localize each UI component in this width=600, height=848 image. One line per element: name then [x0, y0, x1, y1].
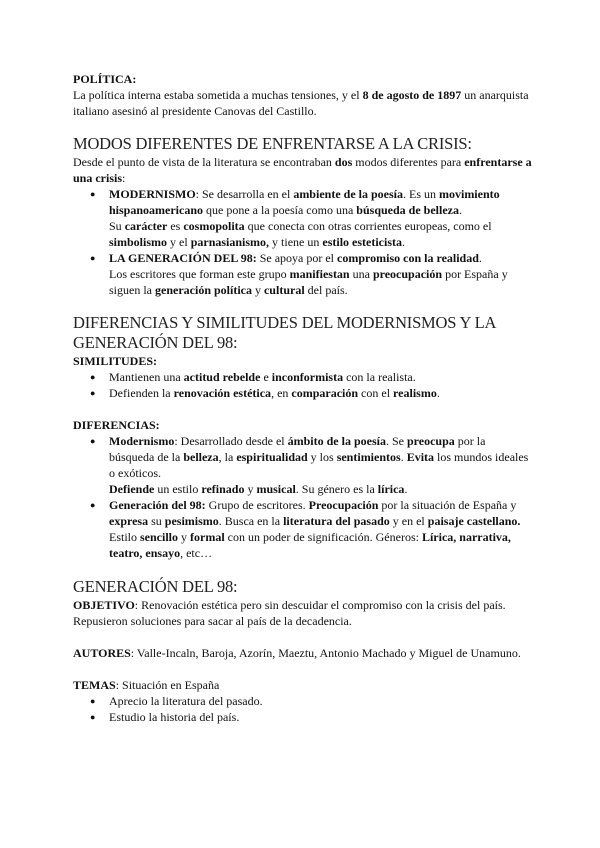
bold: simbolismo [109, 235, 168, 249]
bold: AUTORES [73, 646, 131, 660]
bold: MODERNISMO [109, 187, 196, 201]
text: , la [218, 450, 237, 464]
text: por España y siguen la [109, 267, 508, 297]
bold: sencillo [140, 530, 179, 544]
text: y tiene un [269, 235, 323, 249]
modos-title: MODOS DIFERENTES DE ENFRENTARSE A LA CRISIS: [73, 134, 472, 153]
text: : Situación en España [115, 678, 220, 692]
text: . [458, 203, 462, 217]
text: y en el [389, 514, 428, 528]
bold: lírica [377, 482, 405, 496]
text: que pone a la poesía como una [203, 203, 357, 217]
text: Defienden la [109, 386, 174, 400]
bold: inconformista [271, 370, 344, 384]
bold: parnasianismo, [190, 235, 270, 249]
bold: manifiestan [289, 267, 350, 281]
text: Los escritores que forman este grupo [109, 267, 290, 281]
list-item: ● Aprecio la literatura del pasado. [109, 693, 533, 709]
list-item-generacion [109, 250, 533, 298]
diferencias-list [73, 433, 533, 561]
text: : Desarrollado desde el [174, 434, 288, 448]
text: Su [109, 219, 125, 233]
bold: expresa [109, 514, 149, 528]
text: . Se [385, 434, 407, 448]
bold: actitud rebelde [183, 370, 261, 384]
bold: movimiento hispanoamericano [109, 187, 500, 217]
bold: refinado [201, 482, 245, 496]
bold: renovación estética [173, 386, 272, 400]
text: por la búsqueda de la [109, 434, 486, 464]
bold: Lírica, narrativa, teatro, ensayo [109, 530, 511, 560]
bold: ambiente de la poesía [293, 187, 403, 201]
text: y [251, 283, 264, 297]
bold: compromiso con la realidad [337, 251, 479, 265]
politica-heading: POLÍTICA: [73, 72, 137, 86]
bold: generación política [155, 283, 252, 297]
bold: LA GENERACIÓN DEL 98: [109, 251, 257, 265]
bold: carácter [124, 219, 168, 233]
text: y los [307, 450, 337, 464]
list-item-modernismo [109, 186, 533, 250]
text: por la situación de España y [378, 498, 517, 512]
date-bold: 8 de agosto de 1897 [362, 88, 462, 102]
text: : Renovación estética pero sin descuidar el compromiso con la crisis del país. Repusieron soluciones para sacar al país de la decadencia. [73, 598, 506, 628]
text: y [244, 482, 257, 496]
objetivo-paragraph [73, 597, 533, 629]
bold: TEMAS [73, 678, 116, 692]
text: una [349, 267, 373, 281]
generacion98-title: GENERACIÓN DEL 98: [73, 577, 238, 596]
bold: OBJETIVO [73, 598, 135, 612]
text: . [436, 386, 440, 400]
text: un estilo [154, 482, 202, 496]
bold: preocupa [406, 434, 455, 448]
text: del país. [304, 283, 348, 297]
bold: Generación del 98: [109, 498, 206, 512]
bold: preocupación [372, 267, 443, 281]
diferencias-title: DIFERENCIAS Y SIMILITUDES DEL MODERNISMOS Y LA GENERACIÓN DEL 98: [73, 313, 496, 352]
text: es [167, 219, 184, 233]
text: y [178, 530, 191, 544]
bold: comparación [291, 386, 359, 400]
bold: realismo [393, 386, 437, 400]
text: . Su género es la [295, 482, 378, 496]
text: con el [358, 386, 394, 400]
bold: paisaje castellano. [427, 514, 521, 528]
text: los mundos ideales o exóticos. [109, 450, 529, 480]
text: Estilo [109, 530, 141, 544]
text: : [122, 171, 126, 185]
text: y el [167, 235, 191, 249]
temas-paragraph [73, 677, 533, 693]
text: su [148, 514, 165, 528]
text: Mantienen una [109, 370, 184, 384]
text: , en [271, 386, 292, 400]
text: . Es un [402, 187, 439, 201]
bold: Evita [406, 450, 435, 464]
bold: enfrentarse a una crisis [73, 155, 532, 185]
text: . [402, 235, 406, 249]
bold: musical [256, 482, 296, 496]
text: con la realista. [343, 370, 416, 384]
similitudes-heading: SIMILITUDES: [73, 354, 158, 368]
list-item [109, 369, 533, 385]
document-page [73, 71, 533, 725]
bold: Preocupación [308, 498, 379, 512]
text: . Busca en la [218, 514, 284, 528]
bold: Defiende [109, 482, 155, 496]
bold: Modernismo [109, 434, 175, 448]
modos-list [73, 186, 533, 298]
text: e [260, 370, 272, 384]
bold: espiritualidad [236, 450, 308, 464]
text: . [404, 482, 408, 496]
bold: estilo esteticista [322, 235, 403, 249]
bold: formal [190, 530, 225, 544]
text: . [400, 450, 407, 464]
bold: ámbito de la poesía [287, 434, 386, 448]
text: Desde el punto de vista de la literatura se encontraban [73, 155, 335, 169]
text: Se apoya por el [256, 251, 338, 265]
text: que conecta con otras corrientes europeas, como el [244, 219, 492, 233]
text: con un poder de significación. Géneros: [224, 530, 422, 544]
text: un anarquista italiano asesinó al presidente Canovas del Castillo. [73, 88, 529, 118]
modos-intro [73, 154, 533, 186]
text: : Valle-Incaln, Baroja, Azorín, Maeztu, Antonio Machado y Miguel de Unamuno. [130, 646, 521, 660]
list-item-modernismo-dif [109, 433, 533, 497]
text: , etc… [180, 546, 213, 560]
similitudes-list [73, 369, 533, 401]
diferencias-heading: DIFERENCIAS: [73, 418, 160, 432]
text: Grupo de escritores. [205, 498, 309, 512]
text: . [478, 251, 482, 265]
bold: pesimismo [164, 514, 219, 528]
bold: sentimientos [336, 450, 401, 464]
text: La política interna estaba sometida a muchas tensiones, y el [73, 88, 363, 102]
bold: cultural [263, 283, 305, 297]
bold: dos [334, 155, 353, 169]
autores-paragraph [73, 645, 533, 661]
list-item-generacion-dif [109, 497, 533, 561]
text: : Se desarrolla en el [195, 187, 294, 201]
bold: belleza [183, 450, 219, 464]
temas-list [73, 693, 533, 725]
politica-paragraph [73, 87, 533, 119]
bold: búsqueda de belleza [356, 203, 459, 217]
list-item [109, 385, 533, 401]
bold: cosmopolita [183, 219, 245, 233]
list-item: ● Estudio la historia del país. [109, 709, 533, 725]
text: modos diferentes para [352, 155, 465, 169]
bold: literatura del pasado [283, 514, 390, 528]
